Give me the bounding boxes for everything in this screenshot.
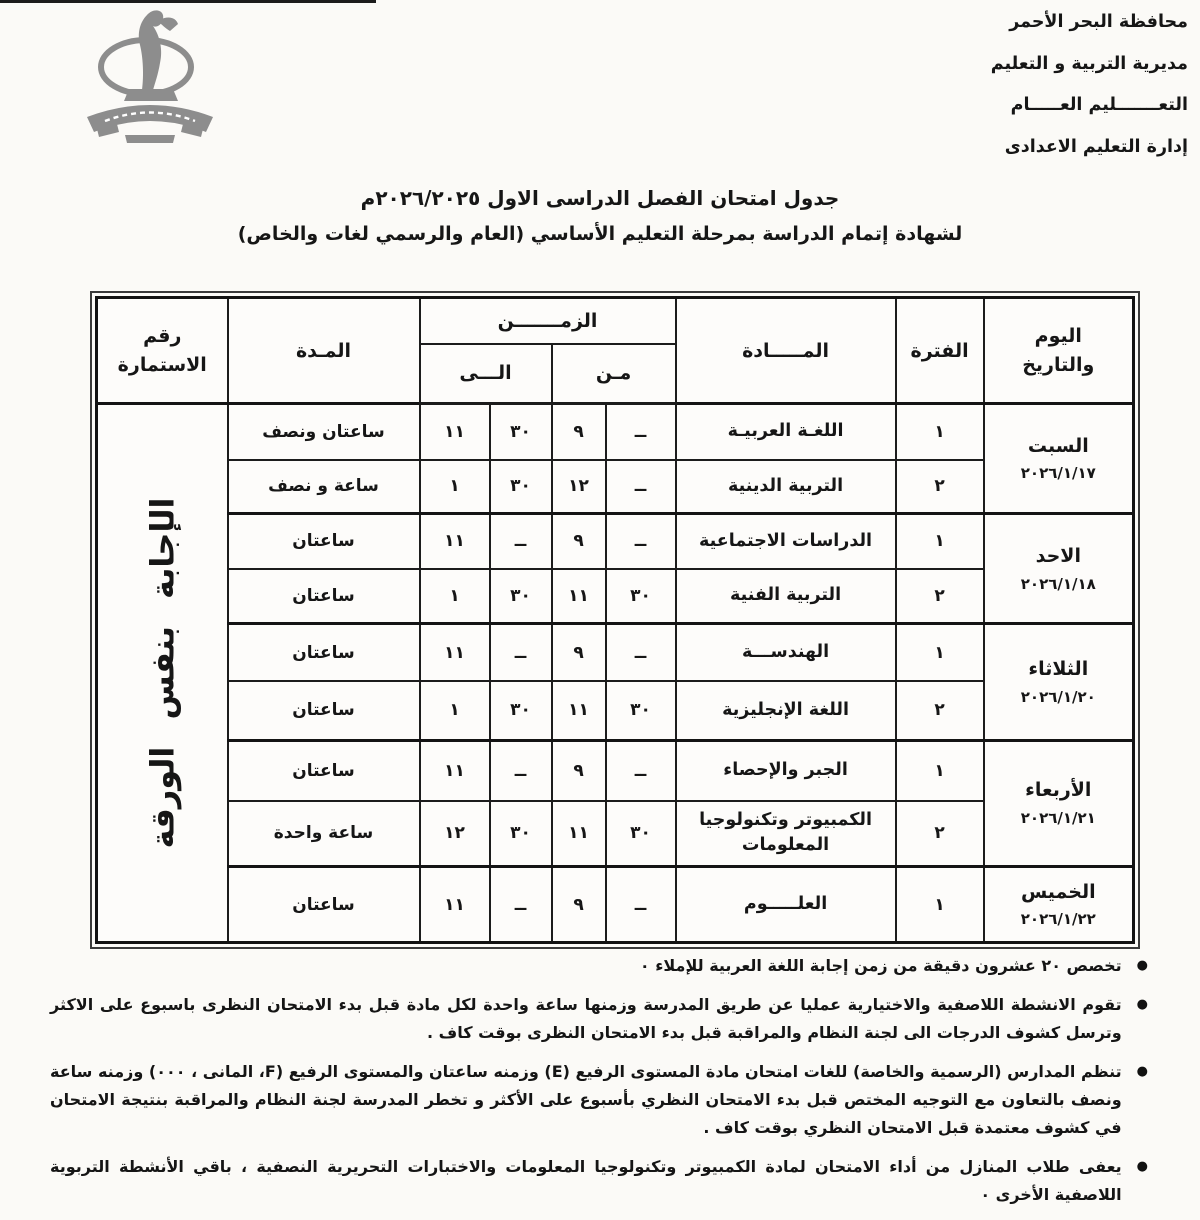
letterhead-line-directorate: مديرية التربية و التعليم — [990, 53, 1188, 74]
governorate-logo — [75, 5, 225, 145]
letterhead-line-prep-education: إدارة التعليم الاعدادى — [1004, 136, 1188, 157]
time-from-hour-cell: ١١ — [552, 681, 606, 740]
time-to-hour-cell: ١ — [420, 681, 490, 740]
day-name: الثلاثاء — [1028, 658, 1089, 681]
subject-cell: الجبر والإحصاء — [676, 740, 896, 800]
letterhead — [858, 14, 1188, 156]
day-date: ٢٠٢٦/١/١٨ — [1020, 574, 1096, 593]
period-cell: ١ — [896, 404, 984, 460]
time-to-minute-cell: ٣٠ — [490, 569, 552, 624]
duration-cell: ساعتان — [228, 624, 420, 681]
day-date: ٢٠٢٦/١/٢١ — [1020, 809, 1096, 828]
time-from-minute-cell: ــ — [606, 404, 676, 460]
day-name: الاحد — [1035, 544, 1081, 567]
time-from-hour-cell: ١١ — [552, 569, 606, 624]
time-from-hour-cell: ٩ — [552, 740, 606, 800]
period-cell: ٢ — [896, 569, 984, 624]
time-to-hour-cell: ١١ — [420, 867, 490, 943]
col-header-period: الفترة — [896, 298, 984, 404]
day-date-cell — [984, 514, 1134, 624]
day-date: ٢٠٢٦/١/٢٢ — [1020, 910, 1096, 929]
col-header-time-from: مـن — [552, 344, 676, 404]
subject-cell: اللغة الإنجليزية — [676, 681, 896, 740]
period-cell: ٢ — [896, 460, 984, 514]
note-text: تنظم المدارس (الرسمية والخاصة) للغات امتحان مادة المستوى الرفيع (E) وزمنه ساعتان والمستوى الرفيع (F، المانى ، ٠٠٠) وزمنه ساعة ونصف بالتعاون مع التوجيه المختص قبل بدء الامتحان النظري بأسبوع على الأكثر و تخطر المدرسة لجنة النظام والمراقبة بنتيجة الامتحان في كشوف معتمدة قبل الامتحان النظري بوقت كاف . — [50, 1062, 1122, 1137]
note-bullet: ● — [1136, 1064, 1148, 1079]
time-from-hour-cell: ١٢ — [552, 460, 606, 514]
time-to-hour-cell: ١١ — [420, 740, 490, 800]
time-to-hour-cell: ١١ — [420, 404, 490, 460]
time-to-minute-cell: ــ — [490, 624, 552, 681]
note-item — [50, 991, 1148, 1047]
time-from-minute-cell: ٣٠ — [606, 801, 676, 867]
period-cell: ١ — [896, 740, 984, 800]
time-to-minute-cell: ٣٠ — [490, 460, 552, 514]
duration-cell: ساعتان — [228, 867, 420, 943]
subject-cell: التربية الفنية — [676, 569, 896, 624]
day-date-cell — [984, 740, 1134, 866]
answer-method-text: الإجابة بنفس الورقة — [143, 497, 182, 849]
time-from-minute-cell: ــ — [606, 867, 676, 943]
page-subtitle: لشهادة إتمام الدراسة بمرحلة التعليم الأساسي (العام والرسمي لغات والخاص) — [237, 223, 963, 245]
subject-cell: اللغـة العربيـة — [676, 404, 896, 460]
time-from-minute-cell: ٣٠ — [606, 681, 676, 740]
day-name: السبت — [1027, 434, 1089, 457]
note-text: تخصص ٢٠ عشرون دقيقة من زمن إجابة اللغة العربية للإملاء ٠ — [639, 956, 1122, 975]
note-item — [50, 1153, 1148, 1209]
duration-cell: ساعة و نصف — [228, 460, 420, 514]
time-to-minute-cell: ــ — [490, 514, 552, 569]
day-date: ٢٠٢٦/١/١٧ — [1020, 464, 1096, 483]
note-bullet: ● — [1136, 997, 1148, 1012]
time-from-minute-cell: ــ — [606, 624, 676, 681]
duration-cell: ساعتان ونصف — [228, 404, 420, 460]
day-date: ٢٠٢٦/١/٢٠ — [1020, 687, 1096, 706]
note-bullet: ● — [1136, 958, 1148, 973]
duration-cell: ساعتان — [228, 569, 420, 624]
time-to-hour-cell: ١١ — [420, 514, 490, 569]
note-bullet: ● — [1136, 1159, 1148, 1174]
time-to-minute-cell: ٣٠ — [490, 404, 552, 460]
page-title: جدول امتحان الفصل الدراسى الاول ٢٠٢٦/٢٠٢٥م — [360, 186, 840, 210]
subject-cell: الدراسات الاجتماعية — [676, 514, 896, 569]
time-from-hour-cell: ١١ — [552, 801, 606, 867]
scan-artifact-line — [0, 0, 376, 3]
day-date-cell — [984, 404, 1134, 514]
subject-cell: التربية الدينية — [676, 460, 896, 514]
period-cell: ٢ — [896, 801, 984, 867]
note-item — [50, 1058, 1148, 1142]
day-name: الخميس — [1020, 880, 1096, 903]
letterhead-line-general-education: التعـــــــليم العـــــام — [1010, 95, 1188, 115]
time-from-minute-cell: ــ — [606, 460, 676, 514]
col-header-time: الزمـــــــن — [420, 298, 676, 344]
col-header-form-number: رقم الاستمارة — [97, 298, 228, 404]
duration-cell: ساعتان — [228, 514, 420, 569]
period-cell: ٢ — [896, 681, 984, 740]
duration-cell: ساعتان — [228, 681, 420, 740]
answer-method-cell — [97, 404, 228, 943]
emblem-graphic — [75, 5, 225, 145]
notes-section — [50, 952, 1148, 1220]
day-date-cell — [984, 867, 1134, 943]
col-header-duration: المـدة — [228, 298, 420, 404]
time-to-hour-cell: ١٢ — [420, 801, 490, 867]
time-from-hour-cell: ٩ — [552, 404, 606, 460]
time-to-minute-cell: ــ — [490, 740, 552, 800]
time-from-hour-cell: ٩ — [552, 867, 606, 943]
note-text: يعفى طلاب المنازل من أداء الامتحان لمادة الكمبيوتر وتكنولوجيا المعلومات والاختبارات التحريرية النصفية ، باقي الأنشطة التربوية اللاصفية الأخرى ٠ — [50, 1157, 1122, 1204]
col-header-time-to: الـــى — [420, 344, 552, 404]
time-from-minute-cell: ــ — [606, 740, 676, 800]
period-cell: ١ — [896, 624, 984, 681]
period-cell: ١ — [896, 867, 984, 943]
time-to-hour-cell: ١ — [420, 460, 490, 514]
subject-cell: الهندســـة — [676, 624, 896, 681]
time-from-hour-cell: ٩ — [552, 624, 606, 681]
time-from-minute-cell: ٣٠ — [606, 569, 676, 624]
title-band — [0, 186, 1200, 245]
exam-schedule-table-wrapper — [95, 296, 1135, 944]
period-cell: ١ — [896, 514, 984, 569]
time-to-hour-cell: ١١ — [420, 624, 490, 681]
subject-cell: العلـــــوم — [676, 867, 896, 943]
col-header-subject: المـــــادة — [676, 298, 896, 404]
time-from-hour-cell: ٩ — [552, 514, 606, 569]
time-from-minute-cell: ــ — [606, 514, 676, 569]
duration-cell: ساعتان — [228, 740, 420, 800]
note-item — [50, 952, 1148, 980]
letterhead-line-governorate: محافظة البحر الأحمر — [1009, 12, 1188, 32]
note-text: تقوم الانشطة اللاصفية والاختيارية عمليا عن طريق المدرسة وزمنها ساعة واحدة لكل مادة قبل بدء الامتحان النظرى باسبوع على الاكثر وترسل كشوف الدرجات الى لجنة النظام والمراقبة قبل بدء الامتحان النظرى بوقت كاف . — [50, 995, 1122, 1042]
time-to-minute-cell: ــ — [490, 867, 552, 943]
day-name: الأربعاء — [1025, 779, 1092, 802]
day-date-cell — [984, 624, 1134, 740]
time-to-minute-cell: ٣٠ — [490, 801, 552, 867]
time-to-hour-cell: ١ — [420, 569, 490, 624]
col-header-day-date: اليوم والتاريخ — [984, 298, 1134, 404]
exam-schedule-table — [95, 296, 1135, 944]
time-to-minute-cell: ٣٠ — [490, 681, 552, 740]
subject-cell: الكمبيوتر وتكنولوجيا المعلومات — [676, 801, 896, 867]
duration-cell: ساعة واحدة — [228, 801, 420, 867]
